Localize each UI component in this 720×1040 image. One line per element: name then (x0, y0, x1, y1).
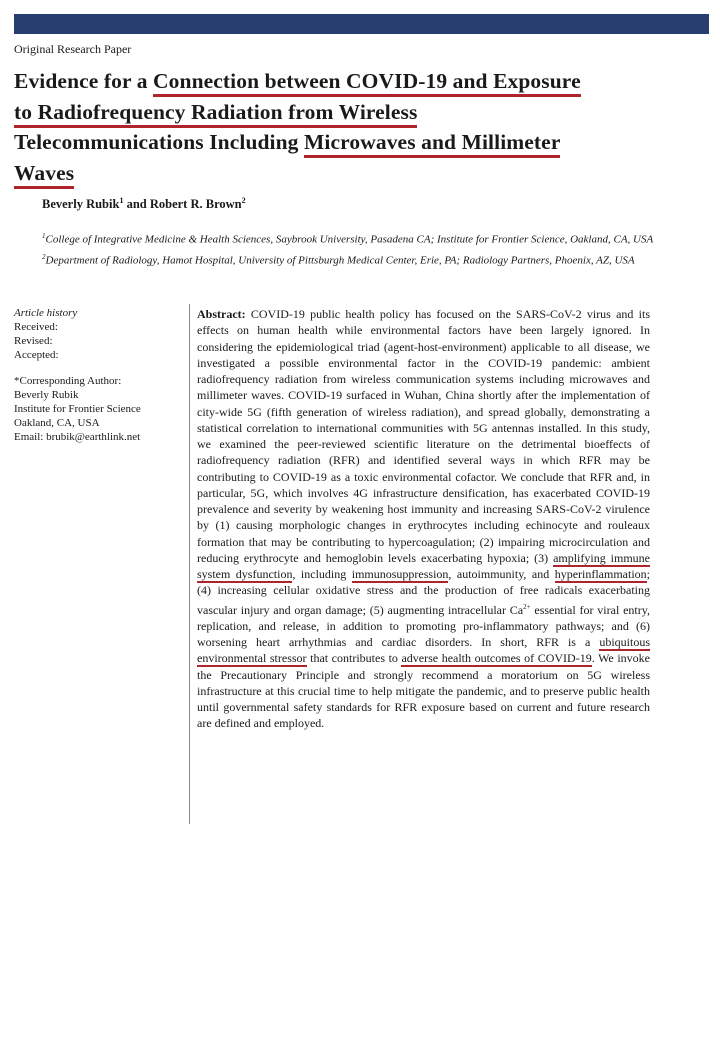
author-name: Robert R. Brown (149, 197, 242, 212)
article-sidebar (14, 306, 184, 444)
affiliation-text: Department of Radiology, Hamot Hospital, University of Pittsburgh Medical Center, Erie, PA; Radiology Partners, Phoenix, AZ, USA (45, 254, 635, 267)
abstract-text: COVID-19 public health policy has focused on the SARS-CoV-2 virus and its effects on human health while environmental factors have been largely ignored. In considering the epidemiological triad (agent-host-environment) applicable to all disease, we investigated a possible environmental factor in the COVID-19 pandemic: ambient radiofrequency radiation from wireless communication systems including microwaves and millimeter waves. COVID-19 surfaced in Wuhan, China shortly after the implementation of city-wide 5G (fifth generation of wireless radiation), and spread globally, demonstrating a statistical correlation to international communities with 5G antennas installed. In this study, we examined the peer-reviewed scientific literature on the detrimental bioeffects of radiofrequency radiation (RFR) and identified several ways in which RFR may be contributing to COVID-19 as a toxic environmental cofactor. We conclude that RFR and, in particular, 5G, which involves 4G infrastructure densification, has exacerbated COVID-19 prevalence and severity by weakening host immunity and increasing SARS-CoV-2 virulence by (1) causing morphologic changes in erythrocytes including echinocyte and rouleaux formation that may be contributing to hypercoagulation; (2) impairing microcirculation and reducing erythrocyte and hemoglobin levels exacerbating hypoxia; (3) (197, 307, 650, 565)
corresponding-author-name: Beverly Rubik (14, 389, 79, 401)
title-underlined-text: to Radiofrequency Radiation from Wireless (14, 100, 417, 128)
affiliation-1 (42, 229, 712, 247)
title-line-1 (14, 66, 709, 97)
highlighted-phrase: amplifying immune system dysfunction (197, 550, 650, 581)
highlighted-phrase: hyperinflammation (554, 567, 647, 581)
title-line-2 (14, 97, 709, 128)
affiliation-text: College of Integrative Medicine & Health Sciences, Saybrook University, Pasadena CA; Institute for Frontier Science, Oakland, CA, USA (45, 233, 654, 246)
title-text: Telecommunications Including (14, 130, 305, 154)
abstract-label: Abstract: (197, 307, 246, 321)
affiliation-sup: 1 (42, 232, 46, 240)
accepted-label: Accepted: (14, 349, 59, 361)
abstract-text: that contributes to (306, 651, 402, 666)
highlighted-phrase: immunosuppression (351, 567, 449, 581)
abstract-text: , including (292, 567, 352, 581)
title-underlined-text: Microwaves and Millimeter (304, 130, 560, 158)
abstract-text: . We invoke the Precautionary Principle and strongly recommend a moratorium on 5G wireless infrastructure at this crucial time to help mitigate the pandemic, and to preserve public health until governmental safety standards for RFR exposure based on current and future research are defined and employed. (197, 651, 650, 731)
column-divider (189, 304, 190, 824)
title-underlined-text: Waves (14, 161, 74, 189)
author-sup: 2 (241, 196, 246, 205)
paper-title (14, 66, 709, 188)
received-label: Received: (14, 321, 58, 333)
article-history-label: Article history (14, 307, 78, 319)
author-joiner: and (123, 197, 150, 212)
title-underlined-text: Connection between COVID-19 and Exposure (153, 69, 581, 97)
affiliation-2 (42, 250, 712, 268)
affiliation-sup: 2 (42, 252, 46, 261)
paper-type-label: Original Research Paper (14, 42, 132, 56)
corresponding-author-city: Oakland, CA, USA (14, 417, 100, 429)
superscript: 2+ (523, 602, 531, 611)
highlighted-phrase: adverse health outcomes of COVID-19 (401, 651, 592, 666)
authors (42, 196, 246, 212)
title-line-4 (14, 158, 709, 189)
corresponding-author-institute: Institute for Frontier Science (14, 403, 141, 415)
abstract-text: essential for viral entry, replication, and release, in addition to promoting pro-inflammatory pathways; and (6) worsening heart arrhythmias and cardiac disorders. In short, RFR is a (197, 602, 650, 649)
abstract-text: , autoimmunity, and (448, 567, 555, 581)
revised-label: Revised: (14, 335, 53, 347)
author-name: Beverly Rubik (42, 197, 120, 212)
highlighted-phrase: ubiquitous environmental stressor (197, 635, 650, 666)
affiliations (42, 229, 712, 270)
abstract-paragraph (197, 306, 650, 732)
title-text: Evidence for a (14, 69, 154, 93)
corresponding-author-label: *Corresponding Author: (14, 375, 122, 387)
abstract (197, 306, 650, 732)
abstract-text: ; (4) increasing cellular oxidative stress and the production of free radicals exacerbating vascular injury and organ damage; (5) augmenting intracellular Ca (197, 567, 651, 617)
title-line-3 (14, 127, 709, 158)
corresponding-author-email: Email: brubik@earthlink.net (14, 431, 141, 443)
author-sup: 1 (119, 196, 124, 205)
header-bar (14, 14, 709, 34)
